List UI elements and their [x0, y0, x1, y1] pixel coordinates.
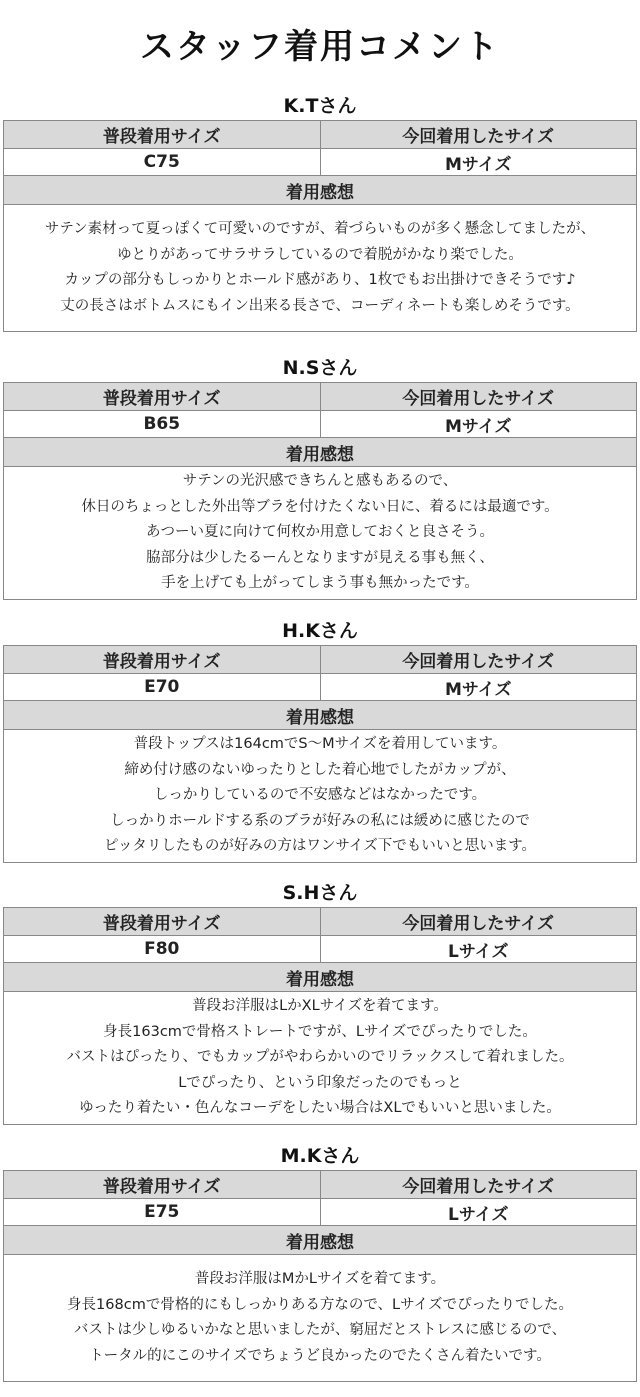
page-title: スタッフ着用コメント	[140, 26, 500, 67]
comment-cell	[4, 992, 637, 1125]
usual-size-header: 普段着用サイズ	[4, 646, 321, 674]
impressions-header: 着用感想	[4, 701, 637, 730]
staff-block	[3, 619, 637, 863]
staff-name: N.Sさん	[282, 357, 358, 379]
comment-line: ピッタリしたものが好みの方はワンサイズ下でもいいと思います。	[103, 838, 537, 854]
comment-cell	[4, 730, 637, 863]
comment-line: しっかりしているので不安感などはなかったです。	[153, 787, 487, 803]
impressions-header: 着用感想	[4, 438, 637, 467]
staff-name: H.Kさん	[282, 620, 358, 642]
impressions-header: 着用感想	[4, 963, 637, 992]
usual-size-header: 普段着用サイズ	[4, 908, 321, 936]
usual-size-header: 普段着用サイズ	[4, 1171, 321, 1199]
impressions-header: 着用感想	[4, 1226, 637, 1255]
comment-line: あつーい夏に向けて何枚か用意しておくと良さそう。	[146, 524, 494, 540]
comment-line: 手を上げても上がってしまう事も無かったです。	[161, 575, 479, 591]
comment-line: ゆったり着たい・色んなコーデをしたい場合はXLでもいいと思いました。	[79, 1100, 561, 1116]
staff-name: S.Hさん	[282, 882, 358, 904]
worn-size-value: Lサイズ	[320, 936, 637, 963]
comment-line: バストはぴったり、でもカップがやわらかいのでリラックスして着れました。	[66, 1049, 574, 1065]
staff-name: M.Kさん	[280, 1145, 360, 1167]
staff-name: K.Tさん	[283, 95, 357, 117]
staff-block	[3, 94, 637, 332]
staff-block	[3, 356, 637, 600]
usual-size-value: E75	[4, 1199, 321, 1226]
comment-line: カップの部分もしっかりとホールド感があり、1枚でもお出掛けできそうです♪	[64, 272, 576, 288]
usual-size-header: 普段着用サイズ	[4, 121, 321, 149]
staff-block	[3, 881, 637, 1125]
size-table	[3, 645, 637, 863]
worn-size-value: Mサイズ	[320, 674, 637, 701]
comment-line: 普段トップスは164cmでS～Mサイズを着用しています。	[133, 736, 507, 752]
comment-line: 締め付け感のないゆったりとした着心地でしたがカップが、	[124, 761, 516, 778]
usual-size-header: 普段着用サイズ	[4, 383, 321, 411]
comment-line: 休日のちょっとした外出等ブラを付けたくない日に、着るには最適です。	[81, 498, 559, 515]
comment-line: サテンの光沢感できちんと感もあるので、	[182, 473, 458, 489]
worn-size-header: 今回着用したサイズ	[320, 1171, 637, 1199]
comment-line: ゆとりがあってサラサラしているので着脱がかなり楽でした。	[117, 246, 523, 263]
usual-size-value: F80	[4, 936, 321, 963]
staff-block	[3, 1144, 637, 1382]
impressions-header: 着用感想	[4, 176, 637, 205]
size-table	[3, 120, 637, 332]
comment-line: 普段お洋服はLかXLサイズを着てます。	[192, 998, 448, 1014]
comment-line: 身長163cmで骨格ストレートですが、Lサイズでぴったりでした。	[103, 1023, 537, 1040]
worn-size-header: 今回着用したサイズ	[320, 383, 637, 411]
comment-line: 脇部分は少したるーんとなりますが見える事も無く、	[146, 549, 494, 566]
comment-cell	[4, 467, 637, 600]
worn-size-value: Mサイズ	[320, 411, 637, 438]
comment-cell	[4, 205, 637, 332]
comment-cell	[4, 1255, 637, 1382]
worn-size-value: Mサイズ	[320, 149, 637, 176]
comment-line: 普段お洋服はMかLサイズを着てます。	[194, 1271, 446, 1287]
comment-line: サテン素材って夏っぽくて可愛いのですが、着づらいものが多く懸念してましたが、	[44, 221, 596, 237]
worn-size-header: 今回着用したサイズ	[320, 121, 637, 149]
usual-size-value: C75	[4, 149, 321, 176]
comment-line: 身長168cmで骨格的にもしっかりある方なので、Lサイズでぴったりでした。	[67, 1296, 573, 1313]
size-table	[3, 382, 637, 600]
worn-size-value: Lサイズ	[320, 1199, 637, 1226]
comment-line: Lでぴったり、という印象だったのでもっと	[178, 1074, 462, 1091]
usual-size-value: B65	[4, 411, 321, 438]
usual-size-value: E70	[4, 674, 321, 701]
comment-line: 丈の長さはボトムスにもイン出来る長さで、コーディネートも楽しめそうです。	[60, 297, 580, 314]
worn-size-header: 今回着用したサイズ	[320, 646, 637, 674]
comment-line: バストは少しゆるいかなと思いましたが、窮屈だとストレスに感じるので、	[73, 1322, 567, 1338]
comment-line: トータル的にこのサイズでちょうど良かったのでたくさん着たいです。	[89, 1347, 551, 1364]
comment-line: しっかりホールドする系のブラが好みの私には緩めに感じたので	[110, 812, 530, 829]
worn-size-header: 今回着用したサイズ	[320, 908, 637, 936]
size-table	[3, 1170, 637, 1382]
size-table	[3, 907, 637, 1125]
